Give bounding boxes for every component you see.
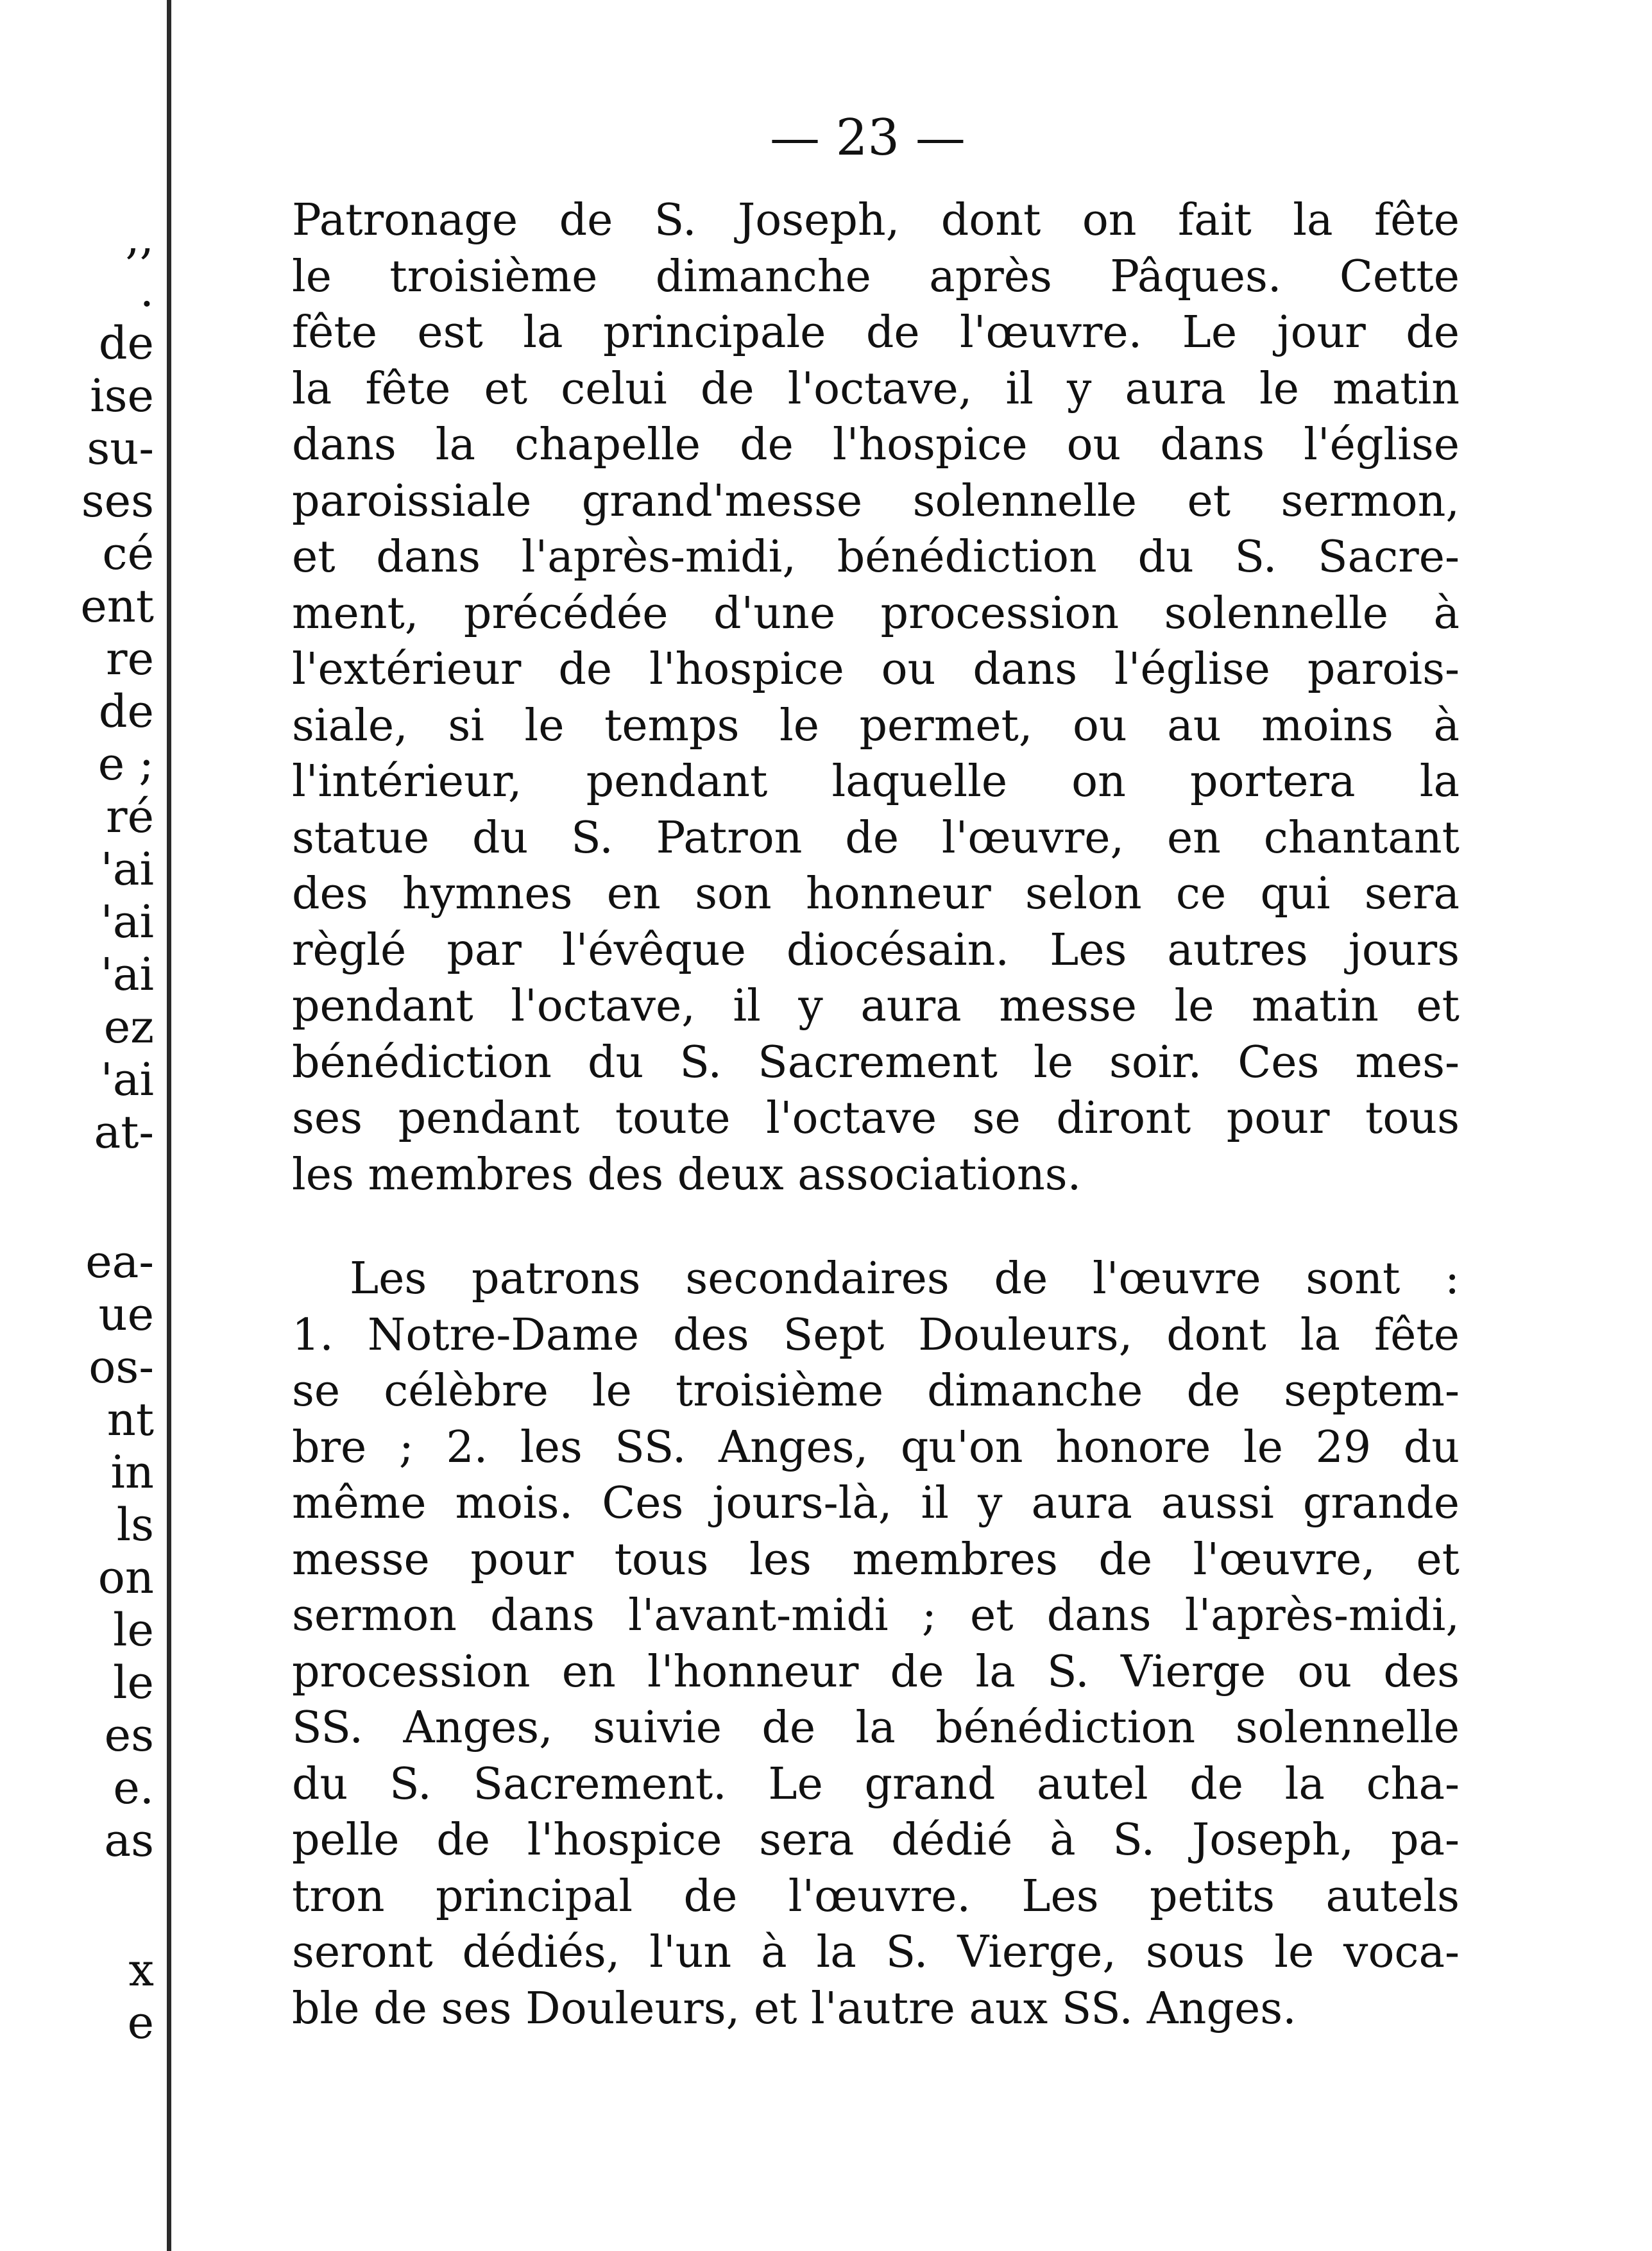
- facing-page-fragment: e.: [113, 1762, 154, 1814]
- text-line: même mois. Ces jours-là, il y aura aussi grande: [292, 1478, 1460, 1529]
- facing-page-fragment: at-: [94, 1106, 154, 1159]
- text-line: règlé par l'évêque diocésain. Les autres jours: [292, 924, 1460, 976]
- text-line: 1. Notre-Dame des Sept Douleurs, dont la fête: [292, 1309, 1460, 1361]
- facing-page-fragment: 'ai: [100, 843, 154, 896]
- text-line: et dans l'après-midi, bénédiction du S. Sacre-: [292, 532, 1460, 582]
- text-line: sermon dans l'avant-midi ; et dans l'après-midi,: [292, 1590, 1460, 1641]
- text-line: messe pour tous les membres de l'œuvre, et: [292, 1534, 1460, 1585]
- text-line: pelle de l'hospice sera dédié à S. Joseph, pa-: [292, 1815, 1460, 1865]
- text-line: le troisième dimanche après Pâques. Cette: [292, 251, 1460, 302]
- facing-page-fragment: le: [113, 1656, 154, 1709]
- text-line: siale, si le temps le permet, ou au moins à: [292, 700, 1460, 751]
- text-line: paroissiale grand'messe solennelle et sermon,: [292, 475, 1460, 527]
- facing-page-fragment: ses: [81, 475, 154, 527]
- text-line: statue du S. Patron de l'œuvre, en chantant: [292, 812, 1460, 863]
- facing-page-fragment: on: [98, 1551, 154, 1604]
- text-line: Les patrons secondaires de l'œuvre sont :: [350, 1253, 1460, 1304]
- facing-page-margin: [0, 212, 154, 2049]
- text-line: Patronage de S. Joseph, dont on fait la fête: [292, 195, 1460, 246]
- facing-page-fragment: ,,: [125, 212, 154, 264]
- facing-page-fragment: [0, 1867, 154, 1944]
- text-line: bénédiction du S. Sacrement le soir. Ces mes-: [292, 1037, 1460, 1088]
- facing-page-fragment: 'ai: [100, 896, 154, 948]
- facing-page-fragment: ent: [80, 580, 154, 633]
- facing-page-fragment: e: [127, 1996, 154, 2049]
- facing-page-fragment: .: [139, 264, 154, 317]
- text-line: SS. Anges, suivie de la bénédiction solennelle: [292, 1703, 1460, 1753]
- text-line: des hymnes en son honneur selon ce qui sera: [292, 869, 1460, 919]
- paragraph: [292, 1251, 1460, 2037]
- text-line: dans la chapelle de l'hospice ou dans l'église: [292, 420, 1460, 470]
- facing-page-fragment: re: [106, 633, 154, 685]
- facing-page-fragment: su-: [87, 422, 154, 475]
- text-line: les membres des deux associations.: [292, 1149, 1082, 1200]
- facing-page-fragment: ea-: [85, 1236, 154, 1288]
- facing-page-fragment: de: [98, 685, 154, 738]
- text-line: l'extérieur de l'hospice ou dans l'église parois-: [292, 644, 1460, 695]
- text-line: du S. Sacrement. Le grand autel de la cha-: [292, 1758, 1460, 1810]
- facing-page-fragment: os-: [89, 1341, 154, 1393]
- text-line: seront dédiés, l'un à la S. Vierge, sous le voca-: [292, 1927, 1460, 1978]
- book-gutter-line: [167, 0, 171, 2251]
- facing-page-fragment: le: [113, 1604, 154, 1656]
- text-line: la fête et celui de l'octave, il y aura le matin: [292, 363, 1460, 414]
- facing-page-fragment: 'ai: [100, 948, 154, 1001]
- text-line: l'intérieur, pendant laquelle on portera la: [292, 756, 1460, 807]
- page-body: [292, 192, 1460, 2037]
- page-number: — 23 —: [770, 109, 966, 167]
- facing-page-fragment: [0, 1159, 154, 1236]
- facing-page-fragment: e ;: [98, 738, 154, 790]
- text-line: ses pendant toute l'octave se diront pour tous: [292, 1093, 1460, 1144]
- text-line: bre ; 2. les SS. Anges, qu'on honore le 29 du: [292, 1422, 1460, 1473]
- facing-page-fragment: cé: [102, 527, 154, 580]
- facing-page-fragment: ré: [106, 790, 154, 843]
- text-line: procession en l'honneur de la S. Vierge ou des: [292, 1646, 1460, 1697]
- text-line: pendant l'octave, il y aura messe le matin et: [292, 981, 1460, 1032]
- facing-page-fragment: ue: [98, 1288, 154, 1341]
- text-line: tron principal de l'œuvre. Les petits autels: [292, 1871, 1460, 1922]
- facing-page-fragment: es: [104, 1709, 154, 1762]
- facing-page-fragment: as: [104, 1814, 154, 1867]
- facing-page-fragment: ise: [90, 370, 154, 422]
- facing-page-fragment: ls: [116, 1499, 154, 1551]
- facing-page-fragment: nt: [106, 1393, 154, 1446]
- paragraph: [292, 192, 1460, 1203]
- facing-page-fragment: ez: [103, 1001, 154, 1053]
- facing-page-fragment: x: [128, 1944, 154, 1996]
- text-line: se célèbre le troisième dimanche de septem-: [292, 1366, 1460, 1416]
- text-line: fête est la principale de l'œuvre. Le jour de: [292, 307, 1460, 358]
- facing-page-fragment: in: [110, 1446, 154, 1499]
- facing-page-fragment: de: [98, 317, 154, 370]
- text-line: ment, précédée d'une procession solennelle à: [292, 588, 1460, 639]
- text-line: ble de ses Douleurs, et l'autre aux SS. Anges.: [292, 1983, 1297, 2034]
- facing-page-fragment: 'ai: [100, 1053, 154, 1106]
